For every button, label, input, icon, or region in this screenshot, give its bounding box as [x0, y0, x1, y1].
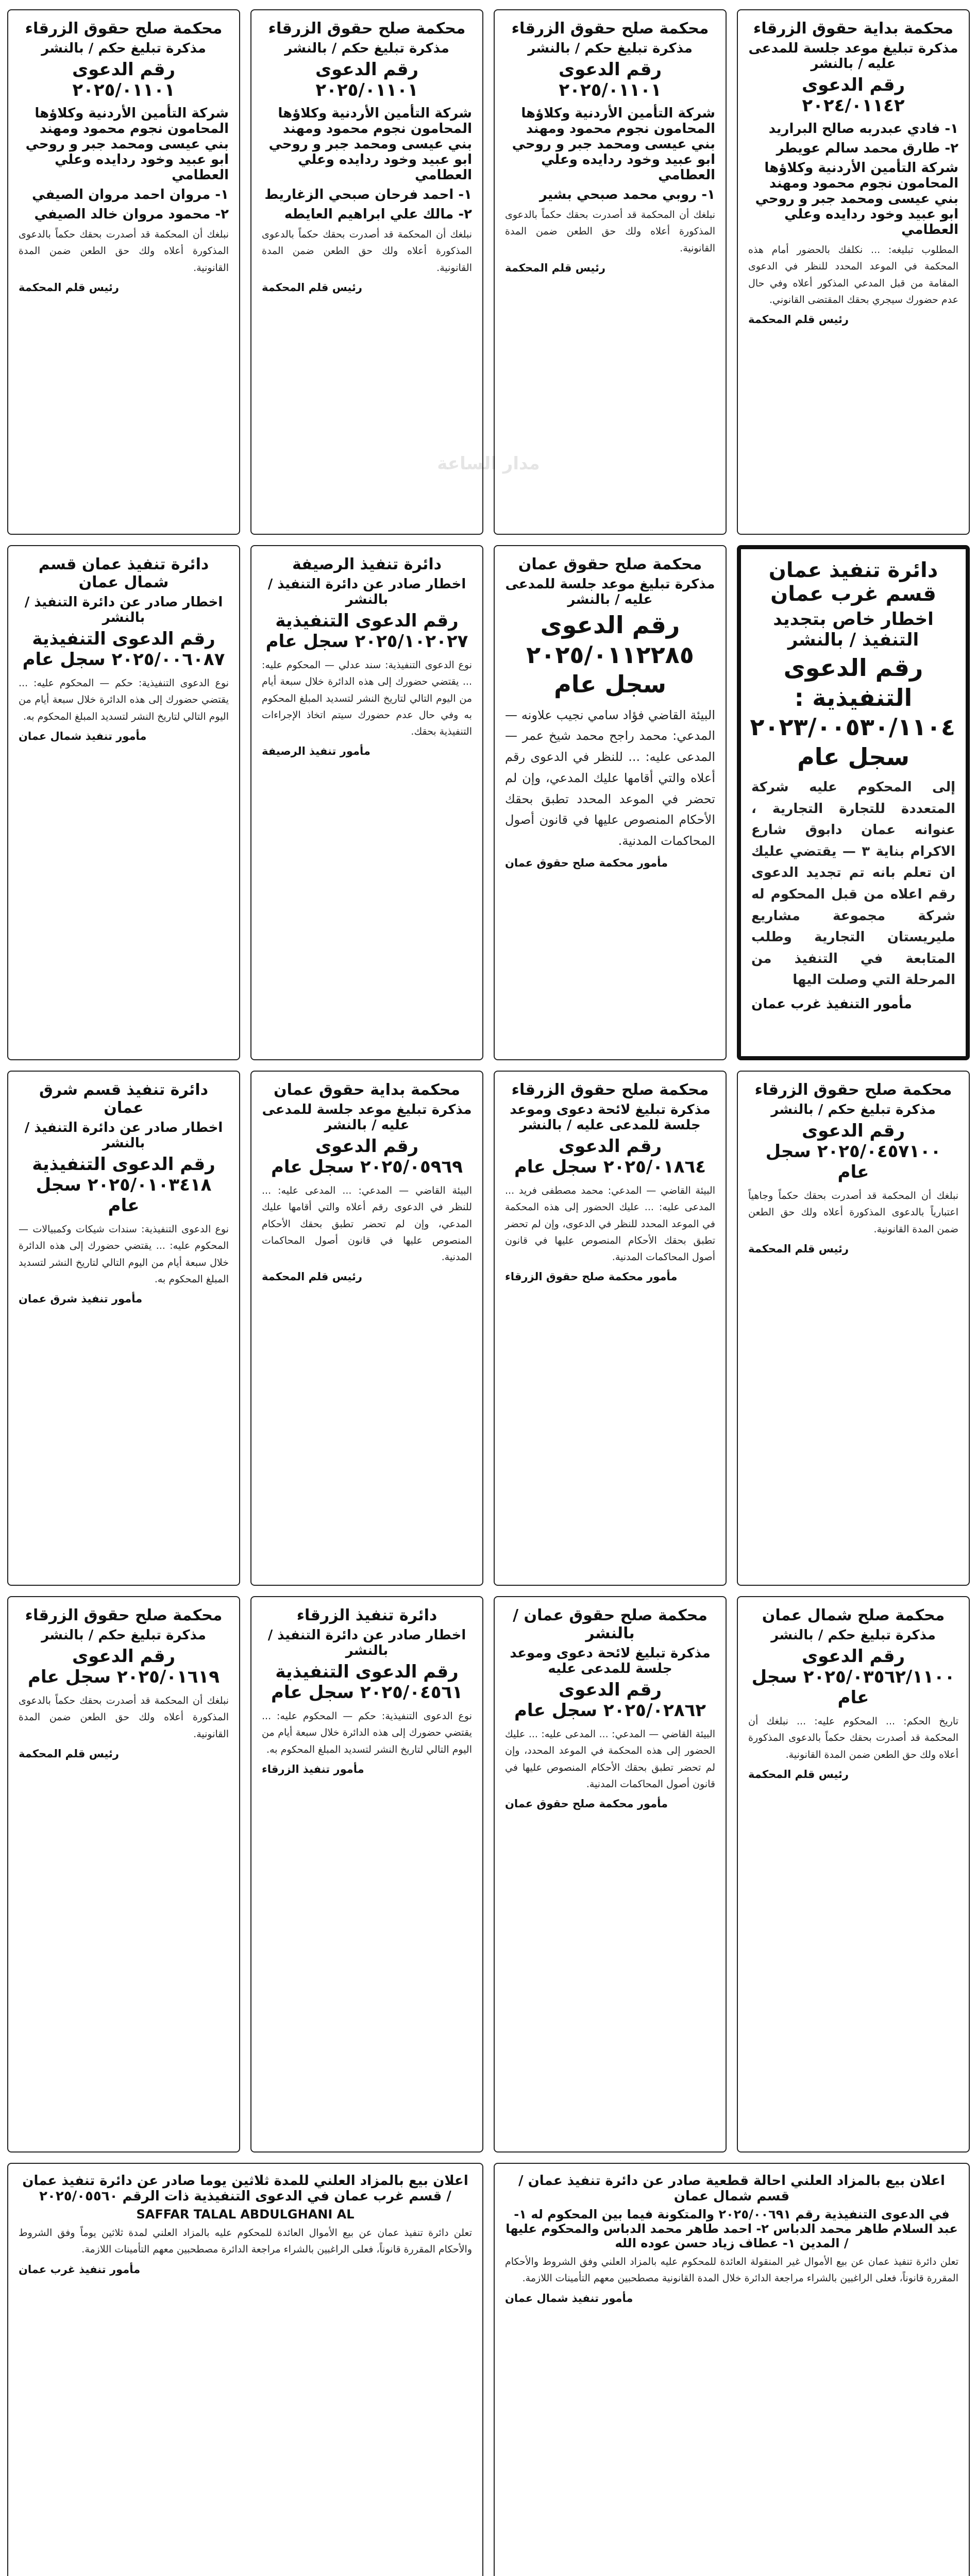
notice-body: البيئة القاضي — المدعي: ... المدعى عليه: ... عليك الحضور إلى هذه المحكمة في الموعد المحدد، وإن لم تحضر تطبق بحقك الأحكام المنصوص عليها في قانون أصول المحاكمات المدنية. [505, 1728, 715, 1790]
notice-signature: رئيس قلم المحكمة [748, 1768, 849, 1781]
case-number: رقم الدعوى ٢٠٢٥/٠١٨٦٤ سجل عام [514, 1136, 706, 1177]
notice-signature: مأمور تنفيذ شرق عمان [19, 1293, 143, 1306]
notice-type: مذكرة تبليغ لائحة دعوى وموعد جلسة للمدعى عليه [510, 1646, 711, 1676]
case-number: رقم الدعوى ٢٠٢٥/٠٣٥٦٢/١١٠٠ سجل عام [751, 1646, 955, 1708]
notice-type: في الدعوى التنفيذية رقم ٢٠٢٥/٠٠٦٩١ والمتكونة فيما بين المحكوم له ١- عبد السلام طاهر محمد الدباس ٢- احمد طاهر محمد الدباس والمحكوم عليها / المدين ١- عطاف زياد حسن عوده الله [506, 2207, 958, 2250]
auction-notice-card [7, 2163, 483, 2576]
notice-card [494, 545, 727, 1060]
notice-signature: مأمور التنفيذ غرب عمان [751, 996, 912, 1012]
case-number: رقم الدعوى التنفيذية ٢٠٢٥/٠١٠٣٤١٨ سجل عام [32, 1154, 215, 1216]
notice-type: اخطار صادر عن دائرة التنفيذ / بالنشر [267, 1628, 466, 1658]
case-number: رقم الدعوى ٢٠٢٥/٠١١٢٢٨٥ سجل عام [526, 611, 694, 698]
notice-card [7, 9, 240, 535]
court-name: دائرة تنفيذ الرصيفة [292, 555, 442, 573]
court-name: دائرة تنفيذ الزرقاء [296, 1606, 437, 1624]
notice-signature: مأمور تنفيذ شمال عمان [505, 2292, 633, 2304]
court-name: محكمة صلح حقوق الزرقاء [25, 1606, 223, 1624]
court-name: محكمة صلح حقوق عمان [518, 555, 702, 573]
notice-card [7, 1596, 240, 2153]
notice-body: نوع الدعوى التنفيذية: سند عدلي — المحكوم عليه: ... يقتضي حضورك إلى هذه الدائرة خلال سبعة أيام من اليوم التالي لتاريخ النشر لتسديد المبلغ المحكوم به وفي حال عدم حضورك سيتم اتخاذ الإجراءات التنفيذية بحقك. [262, 659, 472, 738]
case-number: رقم الدعوى ٢٠٢٥/٠٤٥٧١٠٠ سجل عام [765, 1121, 941, 1182]
notices-row-4 [7, 1596, 970, 2153]
court-name: محكمة بداية حقوق الزرقاء [753, 20, 954, 38]
notice-signature: مأمور تنفيذ الرصيفة [262, 745, 370, 758]
notices-row-3 [7, 1071, 970, 1586]
case-number: رقم الدعوى التنفيذية ٢٠٢٥/٠٤٥٦١ سجل عام [271, 1662, 463, 1703]
party-name: ١- احمد فرحان صبحي الزغاريط [264, 187, 472, 202]
case-number: رقم الدعوى التنفيذية ٢٠٢٥/١٠٢٠٢٧ سجل عام [265, 611, 468, 652]
notice-signature: رئيس قلم المحكمة [505, 261, 605, 274]
case-number: رقم الدعوى ٢٠٢٥/٠١١٠١ [72, 59, 176, 100]
notice-body: البيئة القاضي — المدعي: محمد مصطفى فريد ... المدعى عليه: ... عليك الحضور إلى هذه المحكمة في الموعد المحدد للنظر في الدعوى، وإن لم تحضر تطبق بحقك الأحكام المنصوص عليها في قانون أصول المحاكمات المدنية. [505, 1185, 715, 1263]
notice-signature: رئيس قلم المحكمة [748, 1242, 849, 1255]
notice-signature: رئيس قلم المحكمة [262, 281, 362, 294]
court-name: دائرة تنفيذ قسم شرق عمان [39, 1081, 208, 1117]
notice-type: مذكرة تبليغ موعد جلسة للمدعى عليه / بالنشر [748, 41, 958, 72]
notice-signature: رئيس قلم المحكمة [19, 281, 119, 294]
notice-type: مذكرة تبليغ موعد جلسة للمدعى عليه / بالنشر [262, 1102, 472, 1133]
case-number: رقم الدعوى ٢٠٢٥/٠١١٠١ [558, 59, 662, 100]
notice-type: SAFFAR TALAL ABDULGHANI AL [136, 2207, 355, 2222]
notices-row-5 [7, 2163, 970, 2576]
notice-card [494, 1596, 727, 2153]
notice-type: مذكرة تبليغ موعد جلسة للمدعى عليه / بالنشر [505, 577, 715, 607]
notice-signature: مأمور محكمة صلح حقوق عمان [505, 857, 668, 870]
notices-row-1 [7, 9, 970, 535]
notice-body: نوع الدعوى التنفيذية: حكم — المحكوم عليه: ... يقتضي حضورك إلى هذه الدائرة خلال سبعة أيام من اليوم التالي لتاريخ النشر لتسديد المبلغ المحكوم به. [262, 1710, 472, 1755]
party-name: ٢- محمود مروان خالد الصيفي [34, 207, 229, 222]
notice-type: مذكرة تبليغ حكم / بالنشر [41, 1628, 206, 1643]
party-name: ١- روبي محمد صبحي بشير [539, 187, 715, 202]
notice-type: اخطار صادر عن دائرة التنفيذ / بالنشر [267, 577, 466, 607]
party-name: ١- فادي عبدربه صالح البراريد [768, 121, 958, 137]
notice-signature: مأمور تنفيذ غرب عمان [19, 2263, 141, 2276]
notice-card [737, 9, 970, 535]
notice-card [7, 545, 240, 1060]
notice-type: اخطار خاص بتجديد التنفيذ / بالنشر [773, 609, 934, 650]
notice-card [250, 545, 483, 1060]
notice-card [494, 1071, 727, 1586]
notice-body: نبلغك أن المحكمة قد أصدرت بحقك حكماً بالدعوى المذكورة أعلاه ولك حق الطعن ضمن المدة القانونية. [505, 209, 715, 254]
watermark-logo: مدار الساعة [437, 453, 540, 474]
notice-body: نبلغك أن المحكمة قد أصدرت بحقك حكماً بالدعوى المذكورة أعلاه ولك حق الطعن ضمن المدة القانونية. [19, 229, 229, 274]
notice-signature: رئيس قلم المحكمة [262, 1270, 362, 1283]
court-name: محكمة صلح حقوق عمان / بالنشر [513, 1606, 708, 1642]
court-name: محكمة صلح حقوق الزرقاء [25, 20, 223, 38]
notice-signature: رئيس قلم المحكمة [19, 1747, 119, 1760]
notice-signature: مأمور تنفيذ الزرقاء [262, 1762, 364, 1775]
court-name: محكمة بداية حقوق عمان [274, 1081, 460, 1099]
case-number: رقم الدعوى ٢٠٢٥/٠١٦١٩ سجل عام [27, 1646, 220, 1687]
notice-card [250, 9, 483, 535]
party-name: ١- مروان احمد مروان الصيفي [32, 187, 229, 202]
notice-body: نبلغك أن المحكمة قد أصدرت بحقك حكماً بالدعوى المذكورة أعلاه ولك حق الطعن ضمن المدة القانونية. [19, 1695, 229, 1740]
court-name: محكمة صلح حقوق الزرقاء [754, 1081, 952, 1099]
case-number: رقم الدعوى ٢٠٢٥/٠١١٠١ [315, 59, 419, 100]
case-number: رقم الدعوى التنفيذية : ٢٠٢٣/٠٠٥٣٠/١١٠٤ سجل عام [750, 654, 955, 771]
notice-type: مذكرة تبليغ لائحة دعوى وموعد جلسة للمدعى عليه / بالنشر [510, 1102, 711, 1133]
court-name: اعلان بيع بالمزاد العلني للمدة ثلاثين يوما صادر عن دائرة تنفيذ عمان / قسم غرب عمان في الدعوى التنفيذية ذات الرقم ٢٠٢٥/٠٥٥٦٠ [22, 2173, 468, 2204]
notice-type: مذكرة تبليغ حكم / بالنشر [771, 1628, 936, 1643]
court-name: محكمة صلح شمال عمان [762, 1606, 945, 1624]
court-name: محكمة صلح حقوق الزرقاء [511, 20, 709, 38]
notice-body: البيئة القاضي — المدعي: ... المدعى عليه: ... للنظر في الدعوى رقم أعلاه والتي أقامها عليك المدعي، وإن لم تحضر تطبق بحقك الأحكام المنصوص عليها في قانون أصول المحاكمات المدنية. [262, 1185, 472, 1263]
notice-card [250, 1596, 483, 2153]
notice-type: مذكرة تبليغ حكم / بالنشر [41, 41, 206, 56]
notice-signature: مأمور محكمة صلح حقوق الزرقاء [505, 1270, 678, 1283]
case-number: رقم الدعوى ٢٠٢٥/٠٢٨٦٢ سجل عام [514, 1680, 706, 1721]
notice-type: اخطار صادر عن دائرة التنفيذ / بالنشر [24, 595, 223, 625]
party-name: ٢- مالك علي ابراهيم العايطه [284, 207, 472, 222]
party-name: شركة التأمين الأردنية وكلاؤها المحامون نجوم محمود ومهند بني عيسى ومحمد جبر و روحي ابو عبيد وخود ردايده وعلي العطامي [268, 106, 472, 183]
court-name: محكمة صلح حقوق الزرقاء [268, 20, 466, 38]
notice-signature: رئيس قلم المحكمة [748, 313, 849, 326]
case-number: رقم الدعوى ٢٠٢٤/٠١١٤٢ [801, 75, 905, 116]
notice-body: نوع الدعوى التنفيذية: حكم — المحكوم عليه: ... يقتضي حضورك إلى هذه الدائرة خلال سبعة أيام من اليوم التالي لتاريخ النشر لتسديد المبلغ المحكوم به. [19, 677, 229, 722]
party-name: ٢- طارق محمد سالم عويطر [776, 141, 958, 156]
party-name: شركة التأمين الأردنية وكلاؤها المحامون نجوم محمود ومهند بني عيسى ومحمد جبر و روحي ابو عبيد وخود ردايده وعلي العطامي [512, 106, 715, 183]
notice-body: تعلن دائرة تنفيذ عمان عن بيع الأموال العائدة للمحكوم عليه بالمزاد العلني لمدة ثلاثين يوماً وفق الشروط والأحكام المقررة قانوناً، فعلى الراغبين بالشراء مراجعة الدائرة مصطحبين معهم التأمينات اللازمة. [19, 2227, 472, 2256]
notices-row-2 [7, 545, 970, 1060]
court-name: دائرة تنفيذ عمان قسم غرب عمان [768, 558, 938, 606]
court-name: اعلان بيع بالمزاد العلني احالة قطعية صادر عن دائرة تنفيذ عمان / قسم شمال عمان [518, 2173, 945, 2204]
case-number: رقم الدعوى التنفيذية ٢٠٢٥/٠٠٦٠٨٧ سجل عام [22, 629, 225, 670]
notice-type: اخطار صادر عن دائرة التنفيذ / بالنشر [24, 1120, 223, 1151]
auction-notice-card [494, 2163, 970, 2576]
notice-type: مذكرة تبليغ حكم / بالنشر [771, 1102, 936, 1117]
notice-signature: مأمور تنفيذ شمال عمان [19, 730, 147, 742]
notice-body: تاريخ الحكم: ... المحكوم عليه: ... نبلغك أن المحكمة قد أصدرت بحقك حكماً بالدعوى المذكورة أعلاه ولك حق الطعن ضمن المدة القانونية. [748, 1716, 958, 1760]
court-name: دائرة تنفيذ عمان قسم شمال عمان [38, 555, 209, 591]
notice-card [250, 1071, 483, 1586]
notice-body: البيئة القاضي فؤاد سامي نجيب علاونه — المدعي: محمد راجح محمد شيخ عمر — المدعى عليه: ... للنظر في الدعوى رقم أعلاه والتي أقامها عليك المدعي، وإن لم تحضر في الموعد المحدد تطبق بحقك الأحكام المنصوص عليها في قانون أصول المحاكمات المدنية. [505, 707, 715, 849]
notice-card [737, 1071, 970, 1586]
notice-body: إلى المحكوم عليه شركة المتعددة للتجارة التجارية ، عنوانه عمان دابوق شارع الاكرام بناية ٣ — يقتضي عليك ان تعلم بانه تم تجديد الدعوى رقم اعلاه من قبل المحكوم له شركة مجموعة مشاريع مليريستان التجارية وطلب المتابعة في التنفيذ من المرحلة التي وصلت اليها [751, 779, 955, 988]
notice-body: المطلوب تبليغه: ... نكلفك بالحضور أمام هذه المحكمة في الموعد المحدد للنظر في الدعوى المقامة من قبل المدعي المذكور أعلاه وفي حال عدم حضورك سيجري بحقك المقتضى القانوني. [748, 244, 958, 306]
party-name: شركة التأمين الأردنية وكلاؤها المحامون نجوم محمود ومهند بني عيسى ومحمد جبر و روحي ابو عبيد وخود ردايده وعلي العطامي [25, 106, 229, 183]
court-name: محكمة صلح حقوق الزرقاء [511, 1081, 709, 1099]
notice-body: تعلن دائرة تنفيذ عمان عن بيع الأموال غير المنقولة العائدة للمحكوم عليه بالمزاد العلني وفق الشروط والأحكام المقررة قانوناً، فعلى الراغبين بالشراء مراجعة الدائرة خلال المدة القانونية مصطحبين معهم التأمينات اللازمة. [505, 2256, 958, 2284]
case-number: رقم الدعوى ٢٠٢٥/٠٥٩٦٩ سجل عام [271, 1136, 463, 1177]
notice-card [737, 1596, 970, 2153]
notice-type: مذكرة تبليغ حكم / بالنشر [284, 41, 449, 56]
notice-signature: مأمور محكمة صلح حقوق عمان [505, 1798, 668, 1810]
notice-body: نبلغك أن المحكمة قد أصدرت بحقك حكماً بالدعوى المذكورة أعلاه ولك حق الطعن ضمن المدة القانونية. [262, 229, 472, 274]
notice-card [494, 9, 727, 535]
notice-body: نبلغك أن المحكمة قد أصدرت بحقك حكماً وجاهياً اعتبارياً بالدعوى المذكورة أعلاه ولك حق الطعن ضمن المدة القانونية. [748, 1190, 958, 1235]
notice-card [737, 545, 970, 1060]
party-name: شركة التأمين الأردنية وكلاؤها المحامون نجوم محمود ومهند بني عيسى ومحمد جبر و روحي ابو عبيد وخود ردايده وعلي العطامي [755, 160, 958, 238]
notice-type: مذكرة تبليغ حكم / بالنشر [528, 41, 693, 56]
notice-body: نوع الدعوى التنفيذية: سندات شيكات وكمبيالات — المحكوم عليه: ... يقتضي حضورك إلى هذه الدائرة خلال سبعة أيام من اليوم التالي لتاريخ النشر لتسديد المبلغ المحكوم به. [19, 1224, 229, 1285]
notice-card [7, 1071, 240, 1586]
